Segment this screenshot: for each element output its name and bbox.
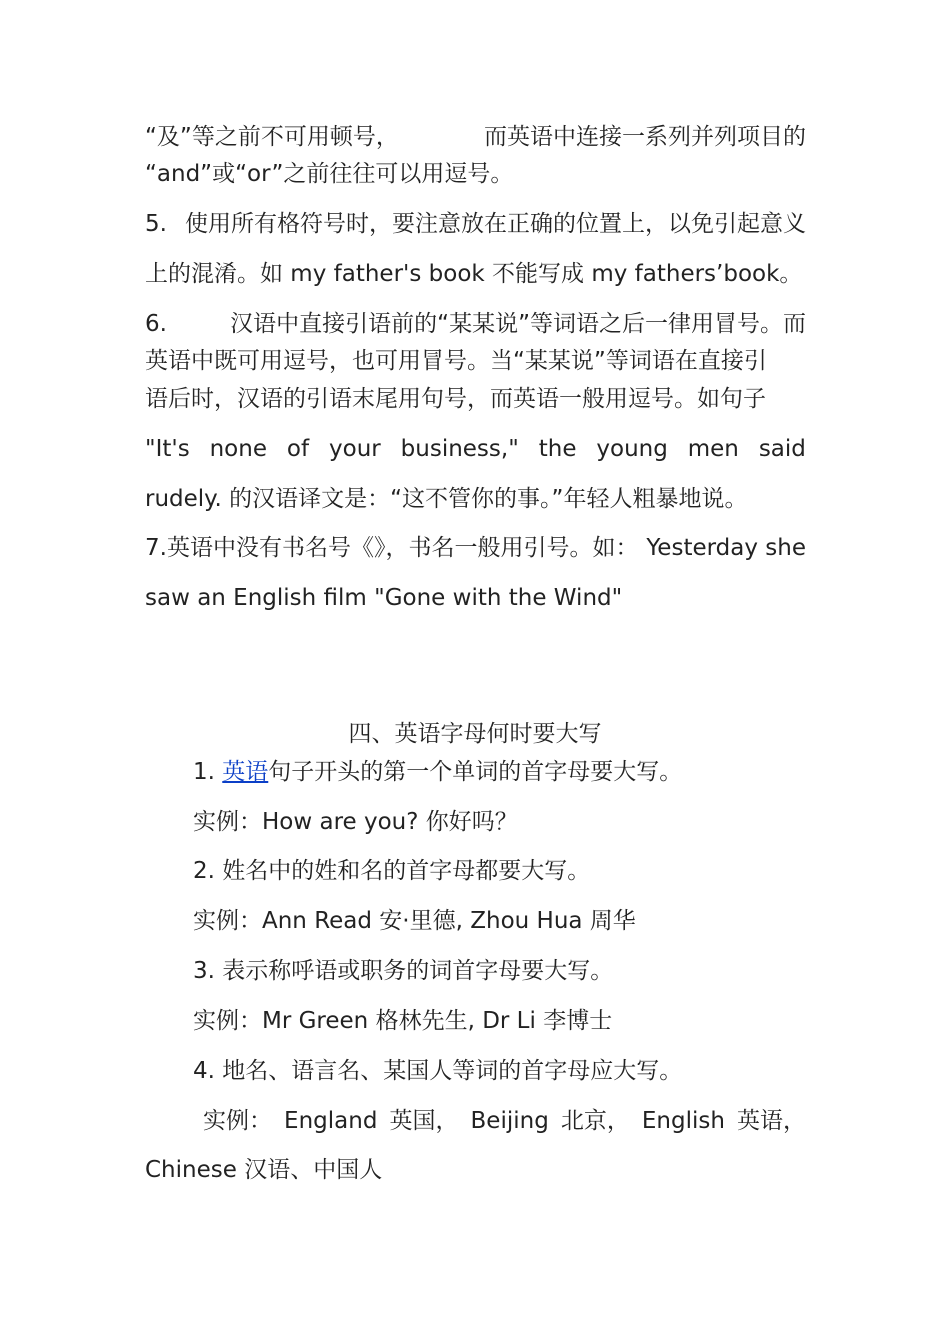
section-heading: 四、英语字母何时要大写 — [348, 721, 602, 747]
word: the — [538, 436, 577, 462]
paragraph-line — [145, 209, 806, 239]
example-line: 实例：How are you? 你好吗？ — [193, 809, 518, 835]
word: of — [286, 436, 310, 462]
text-segment: “及”等之前不可用顿号， — [145, 124, 399, 150]
word: your — [329, 436, 381, 462]
word: men — [687, 436, 739, 462]
paragraph-line — [145, 434, 806, 464]
word: "It's — [145, 436, 190, 462]
text-segment: 汉语中直接引语前的“某某说”等词语之后一律用冒号。而 — [230, 311, 806, 337]
word: none — [209, 436, 267, 462]
item-number: 5. — [145, 211, 167, 237]
word: England — [284, 1108, 378, 1134]
text-segment: 而英语中连接一系列并列项目的 — [484, 124, 806, 150]
example-line: 实例：Ann Read 安·里德, Zhou Hua 周华 — [193, 908, 636, 934]
paragraph-line: 英语中既可用逗号，也可用冒号。当“某某说”等词语在直接引 — [145, 348, 767, 374]
paragraph-line — [145, 533, 806, 563]
list-item: 4. 地名、语言名、某国人等词的首字母应大写。 — [193, 1058, 683, 1084]
paragraph-line: “and”或“or”之前往往可以用逗号。 — [145, 161, 514, 187]
word: young — [596, 436, 668, 462]
word: said — [758, 436, 806, 462]
word: 英语， — [737, 1108, 806, 1134]
word: Beijing — [470, 1108, 549, 1134]
example-line: 实例：Mr Green 格林先生, Dr Li 李博士 — [193, 1008, 613, 1034]
english-link[interactable]: 英语 — [222, 759, 269, 785]
paragraph-line — [145, 122, 806, 152]
list-item: 2. 姓名中的姓和名的首字母都要大写。 — [193, 858, 591, 884]
word: 北京， — [560, 1108, 630, 1134]
paragraph-line: rudely. 的汉语译文是：“这不管你的事。”年轻人粗暴地说。 — [145, 486, 748, 512]
text-segment: 使用所有格符号时，要注意放在正确的位置上，以免引起意义 — [185, 211, 806, 237]
word: English — [641, 1108, 725, 1134]
paragraph-line: 上的混淆。如 my father's book 不能写成 my fathers’book。 — [145, 261, 803, 287]
word: 实例： — [203, 1108, 272, 1134]
example-line — [203, 1106, 806, 1136]
word: business," — [400, 436, 519, 462]
item-number: 1. — [193, 759, 215, 785]
list-item — [193, 757, 682, 787]
paragraph-line — [145, 309, 806, 339]
paragraph-line: 语后时，汉语的引语末尾用句号，而英语一般用逗号。如句子 — [145, 386, 766, 412]
text-segment: 句子开头的第一个单词的首字母要大写。 — [268, 759, 683, 785]
word: 英国， — [389, 1108, 459, 1134]
item-number: 6. — [145, 311, 167, 337]
text-segment: Yesterday she — [646, 535, 806, 561]
list-item: 3. 表示称呼语或职务的词首字母要大写。 — [193, 958, 614, 984]
text-segment: 7.英语中没有书名号《》，书名一般用引号。如： — [145, 535, 639, 561]
example-line: Chinese 汉语、中国人 — [145, 1157, 383, 1183]
paragraph-line: saw an English film "Gone with the Wind" — [145, 585, 623, 611]
